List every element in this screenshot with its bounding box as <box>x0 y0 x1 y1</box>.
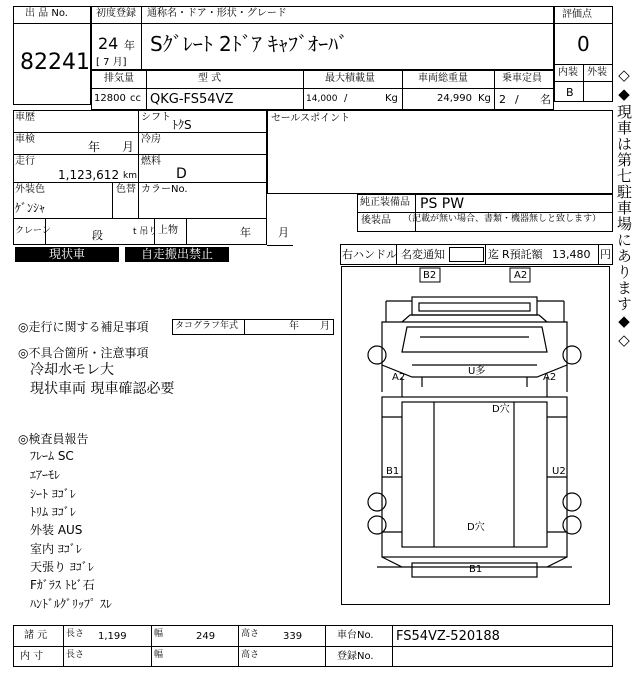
type-label: 型 式 <box>198 73 222 84</box>
truck-outline-icon <box>342 267 609 604</box>
std-equip-label: 純正装備品 <box>360 197 410 208</box>
shift-value: ﾄｸS <box>172 118 192 132</box>
gross-weight-value: 24,990 <box>437 93 472 104</box>
inspector-item: 室内 ﾖｺﾞﾚ <box>30 542 82 556</box>
side-notice: ◇◆現車は第七駐車場にあります◆◇ <box>615 66 633 350</box>
chassis-value: FS54VZ-520188 <box>396 629 500 644</box>
sales-points-label: セールスポイント <box>271 113 351 124</box>
fuel-value: D <box>176 166 187 182</box>
mark-a2-left: A2 <box>392 372 406 383</box>
name-change-label: 名変通知 <box>401 248 445 261</box>
defects-label: ◎不具合箇所・注意事項 <box>18 346 149 360</box>
first-reg-label: 初度登録 <box>96 8 136 19</box>
displacement-unit: cc <box>130 93 141 104</box>
height-value: 339 <box>283 631 303 642</box>
mark-b2: B2 <box>423 270 437 281</box>
defect-item: 冷却水モレ大 <box>30 362 114 378</box>
displacement-label: 排気量 <box>104 73 134 84</box>
inspector-item: 天張り ﾖｺﾞﾚ <box>30 560 94 574</box>
mark-u-multi: U多 <box>468 366 486 377</box>
inner-height-label: 高さ <box>241 650 260 660</box>
damage-diagram <box>341 266 610 605</box>
driving-notes-label: ◎走行に関する補足事項 <box>18 320 149 334</box>
height-label: 高さ <box>241 629 260 639</box>
mark-b1-bottom: B1 <box>469 564 483 575</box>
mark-u2: U2 <box>552 466 566 477</box>
ext-color-label: 外装色 <box>15 184 45 195</box>
tacho-label: タコグラフ年式 <box>175 321 239 331</box>
inspector-item: ｼｰﾄ ﾖｺﾞﾚ <box>30 487 76 501</box>
displacement-value: 12800 <box>94 93 126 104</box>
payload-value: 14,000 <box>306 94 338 104</box>
capacity-value: 2 <box>499 93 506 106</box>
type-value: QKG-FS54VZ <box>150 92 234 107</box>
inspector-item: 外装 AUS <box>30 523 83 537</box>
inspector-item: ﾌﾚｰﾑ SC <box>30 449 74 463</box>
interior-grade: B <box>566 86 574 99</box>
mileage-unit: km <box>123 171 137 181</box>
model-desc-label: 通称名・ドア・形状・グレード <box>147 8 287 19</box>
current-state-tag: 現状車 <box>15 247 119 262</box>
model-desc: Sｸﾞﾚｰﾄ 2ﾄﾞｱ ｷｬﾌﾞｵｰﾊﾞ <box>150 32 349 56</box>
inner-length-label: 長さ <box>66 650 85 660</box>
width-label: 幅 <box>154 629 164 639</box>
capacity-sep: / <box>515 93 519 106</box>
inner-width-label: 幅 <box>154 650 164 660</box>
length-value: 1,199 <box>98 631 127 642</box>
defect-item: 現状車両 現車確認必要 <box>30 381 175 397</box>
first-reg-month: [ 7 月] <box>96 57 127 68</box>
crane-ton-label: t 吊り <box>133 227 158 237</box>
gross-weight-label: 車両総重量 <box>418 73 468 84</box>
aftermarket-note: （記載が無い場合、書類・機器無しと致します） <box>403 214 602 224</box>
inspector-item: ｴｱｰﾓﾚ <box>30 468 61 482</box>
length-label: 長さ <box>66 629 85 639</box>
score: 0 <box>577 32 590 56</box>
inspection-month: 月 <box>122 140 135 154</box>
mark-d-hole-1: D穴 <box>492 404 510 415</box>
mark-d-hole-2: D穴 <box>467 522 485 533</box>
r-fee-label: R預託額 <box>502 248 543 261</box>
ext-color-value: ｹﾞﾝｼｬ <box>15 201 46 215</box>
history-label: 車歴 <box>15 112 35 123</box>
exterior-label: 外装 <box>587 67 607 78</box>
mileage-label: 走行 <box>15 156 35 167</box>
color-no-label: 色替 <box>116 184 136 195</box>
r-fee-unit: 円 <box>600 248 611 261</box>
score-label: 評価点 <box>562 9 592 20</box>
inspection-year: 年 <box>88 140 101 154</box>
payload-unit: Kg <box>385 93 398 104</box>
first-reg-year: 24 <box>98 34 119 53</box>
aftermarket-label: 後装品 <box>361 215 391 226</box>
inspector-item: ﾄﾘﾑ ﾖｺﾞﾚ <box>30 505 76 519</box>
lot-no-label: 出 品 No. <box>25 8 68 19</box>
year-unit: 年 <box>124 39 135 52</box>
chassis-label: 車台No. <box>337 630 374 641</box>
steering-value: 右ハンドル <box>342 248 397 261</box>
ac-label: 冷房 <box>141 134 161 145</box>
reg-no-label: 登録No. <box>337 651 374 662</box>
no-self-drive-tag: 自走搬出禁止 <box>125 247 229 262</box>
inspection-label: 車検 <box>15 134 35 145</box>
tacho-month: 月 <box>320 321 330 332</box>
inspector-item: ﾊﾝﾄﾞﾙｸﾞﾘｯﾌﾟ ｽﾚ <box>30 597 112 611</box>
inner-label: 内 寸 <box>20 651 44 662</box>
color-code-label: カラーNo. <box>141 184 188 195</box>
payload-label: 最大積載量 <box>325 73 375 84</box>
inspector-item: Fｶﾞﾗｽ ﾄﾋﾞ石 <box>30 578 95 592</box>
std-equip-value: PS PW <box>420 196 465 212</box>
capacity-unit: 名 <box>540 93 551 106</box>
gross-weight-unit: Kg <box>478 93 491 104</box>
mark-b1-left: B1 <box>386 466 400 477</box>
upper-label: 上物 <box>158 225 178 236</box>
name-change-box <box>449 247 484 262</box>
interior-label: 内装 <box>558 67 578 78</box>
width-value: 249 <box>196 631 216 642</box>
inspector-label: ◎検査員報告 <box>18 432 89 446</box>
excess-label: 迄 <box>488 248 499 261</box>
shift-label: シフト <box>141 112 171 123</box>
dims-label: 諸 元 <box>24 630 48 641</box>
details-box <box>13 110 267 245</box>
mark-a2-top: A2 <box>514 270 528 281</box>
lot-no: 82241 <box>20 50 90 75</box>
crane-label: クレーン <box>15 226 51 236</box>
r-fee-value: 13,480 <box>552 248 591 261</box>
upper-year: 年 <box>240 226 251 239</box>
upper-month: 月 <box>278 226 289 239</box>
mileage-value: 1,123,612 <box>58 168 120 182</box>
crane-stage: 段 <box>92 229 103 242</box>
payload-sep: / <box>344 93 348 104</box>
fuel-label: 燃料 <box>141 156 161 167</box>
capacity-label: 乗車定員 <box>502 73 542 84</box>
tacho-year: 年 <box>289 321 299 332</box>
mark-a2-right: A2 <box>543 372 557 383</box>
